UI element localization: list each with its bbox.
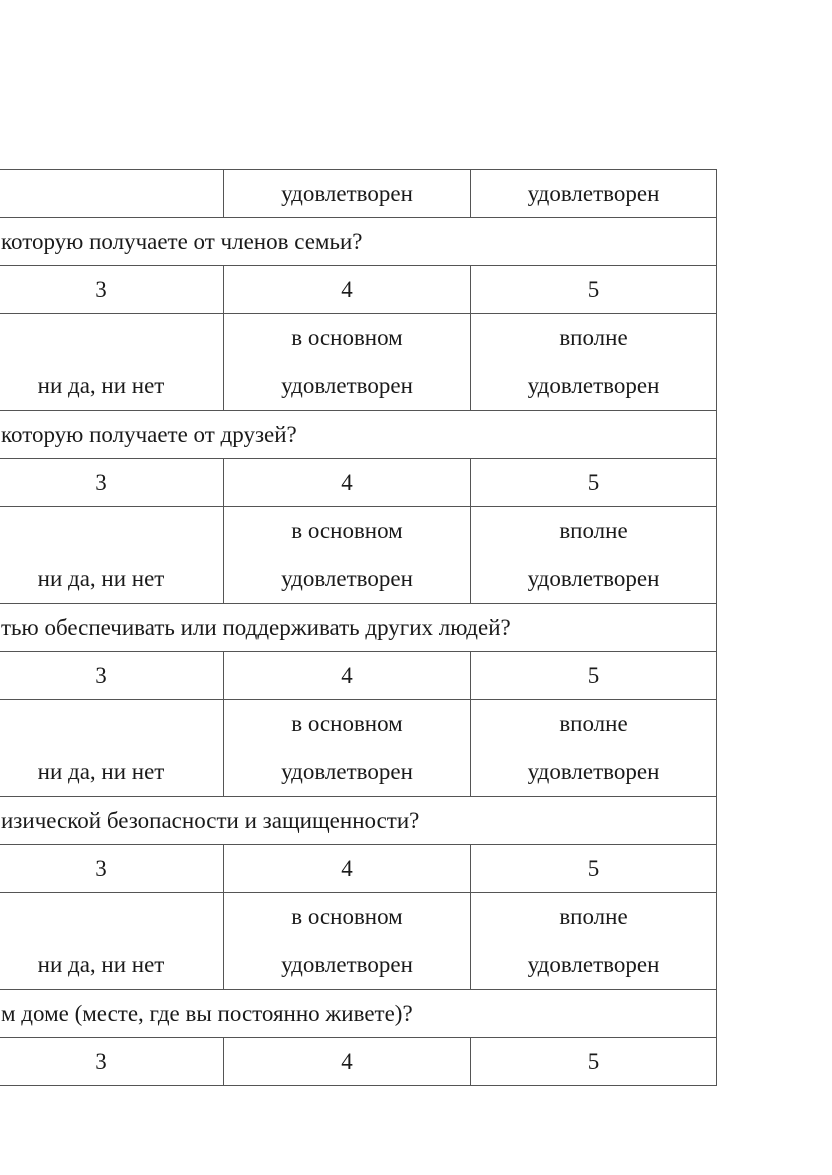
question-cell — [0, 990, 717, 1038]
table-cell: удовлетворен — [471, 170, 717, 218]
table-row-question — [0, 797, 717, 845]
table-row-question — [0, 604, 717, 652]
label-cell — [471, 507, 717, 604]
label-cell — [0, 507, 224, 604]
label-cell — [224, 507, 471, 604]
table-row-question — [0, 411, 717, 459]
table-row-labels — [0, 700, 717, 797]
table-row-question — [0, 990, 717, 1038]
score-cell: 4 — [224, 1038, 471, 1086]
score-cell: 3 — [0, 266, 224, 314]
score-cell: 4 — [224, 459, 471, 507]
score-cell: 5 — [471, 1038, 717, 1086]
label-text-line: удовлетворен — [281, 373, 413, 398]
label-text-line: в основном — [291, 325, 403, 350]
label-text-line: удовлетворен — [527, 952, 660, 977]
score-cell: 5 — [471, 845, 717, 893]
score-cell: 3 — [0, 652, 224, 700]
score-cell: 3 — [0, 459, 224, 507]
table-cell — [0, 170, 224, 218]
table-row-scores — [0, 1038, 717, 1086]
label-cell — [471, 700, 717, 797]
score-cell: 5 — [471, 459, 717, 507]
table-row-scores — [0, 266, 717, 314]
label-cell — [471, 314, 717, 411]
label-text: ни да, ни нет — [37, 373, 165, 398]
label-text-line: удовлетворен — [527, 566, 660, 591]
question-cell — [0, 604, 717, 652]
label-text-line: удовлетворен — [281, 759, 413, 784]
label-text-line: в основном — [291, 518, 403, 543]
score-cell: 4 — [224, 845, 471, 893]
label-text-line: в основном — [291, 711, 403, 736]
label-text: ни да, ни нет — [37, 952, 165, 977]
label-cell — [224, 893, 471, 990]
label-text-line: вполне — [559, 518, 628, 543]
question-text: которую получаете от членов семьи? — [1, 228, 363, 254]
label-cell — [224, 700, 471, 797]
score-cell: 5 — [471, 266, 717, 314]
label-cell — [471, 893, 717, 990]
question-text: которую получаете от друзей? — [1, 421, 297, 447]
table-row-labels — [0, 893, 717, 990]
score-cell: 3 — [0, 1038, 224, 1086]
score-cell: 4 — [224, 652, 471, 700]
label-text-line: вполне — [559, 904, 628, 929]
label-text-line: удовлетворен — [281, 566, 413, 591]
label-text: ни да, ни нет — [37, 759, 165, 784]
question-text: тью обеспечивать или поддерживать других людей? — [1, 614, 511, 640]
table-row-labels — [0, 507, 717, 604]
table-row-labels — [0, 314, 717, 411]
label-text-line: в основном — [291, 904, 403, 929]
label-cell — [0, 314, 224, 411]
question-cell — [0, 797, 717, 845]
table-row-scores — [0, 845, 717, 893]
score-cell: 3 — [0, 845, 224, 893]
label-text-line: вполне — [559, 711, 628, 736]
question-text: изической безопасности и защищенности? — [1, 807, 420, 833]
survey-table — [0, 169, 717, 1086]
label-text-line: удовлетворен — [527, 373, 660, 398]
table-row-question — [0, 218, 717, 266]
score-cell: 4 — [224, 266, 471, 314]
label-text-line: вполне — [559, 325, 628, 350]
survey-table-body — [0, 170, 717, 1086]
label-cell — [0, 893, 224, 990]
label-cell — [0, 700, 224, 797]
question-text: м доме (месте, где вы постоянно живете)? — [1, 1000, 413, 1026]
table-row-scores — [0, 652, 717, 700]
question-cell — [0, 411, 717, 459]
label-text-line: удовлетворен — [527, 759, 660, 784]
question-cell — [0, 218, 717, 266]
table-row-header — [0, 170, 717, 218]
table-row-scores — [0, 459, 717, 507]
label-text-line: удовлетворен — [281, 952, 413, 977]
label-text: ни да, ни нет — [37, 566, 165, 591]
score-cell: 5 — [471, 652, 717, 700]
table-cell: удовлетворен — [224, 170, 471, 218]
label-cell — [224, 314, 471, 411]
